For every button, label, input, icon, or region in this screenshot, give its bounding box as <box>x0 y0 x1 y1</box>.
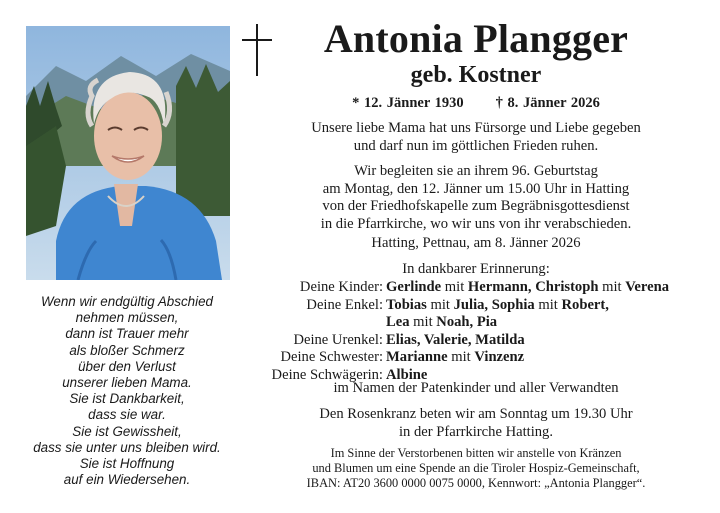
place-date <box>262 235 690 253</box>
family-names <box>386 332 525 350</box>
family-connector: mit <box>409 314 437 331</box>
maiden-name: geb. Kostner <box>410 62 542 88</box>
family-member-name: Noah, Pia <box>436 314 498 331</box>
donation-line: Im Sinne der Verstorbenen bitten wir anstelle von Kränzen <box>330 446 622 460</box>
family-role: Deine Kinder: <box>299 279 383 295</box>
donation-text <box>262 446 690 491</box>
death-date: † 8. Jänner 2026 <box>495 95 600 111</box>
family-names <box>386 314 497 332</box>
life-dates <box>276 94 676 112</box>
family-member-name: Elias, Valerie, Matilda <box>386 331 525 348</box>
family-names <box>386 349 524 367</box>
family-member-name: Robert, <box>561 296 609 313</box>
donation-line: und Blumen um eine Spende an die Tiroler Hospiz-Gemeinschaft, <box>312 461 640 475</box>
poem-line: Sie ist Dankbarkeit, <box>69 391 185 407</box>
poem-line: als bloßer Schmerz <box>69 342 185 358</box>
funeral-text <box>262 163 690 233</box>
funeral-line: Wir begleiten sie an ihrem 96. Geburtstag <box>354 163 598 179</box>
family-member-name: Tobias <box>386 296 427 313</box>
family-member-name: Vinzenz <box>474 349 525 366</box>
rosary-line: Den Rosenkranz beten wir am Sonntag um 19.30 Uhr <box>319 406 633 422</box>
family-connector: mit <box>598 279 626 295</box>
family-names <box>386 297 609 315</box>
poem-line: Wenn wir endgültig Abschied <box>41 294 213 309</box>
cross-icon <box>239 24 275 76</box>
poem-line: dass sie war. <box>88 407 166 423</box>
poem-line: nehmen müssen, <box>75 310 179 326</box>
family-member-name: Marianne <box>386 349 448 366</box>
rosary-line: in der Pfarrkirche Hatting. <box>399 423 553 440</box>
family-row-grandchildren <box>240 297 700 315</box>
portrait-illustration <box>26 26 230 280</box>
family-member-name: Julia, Sophia <box>453 296 535 313</box>
family-list <box>240 279 700 385</box>
poem-line: Sie ist Gewissheit, <box>72 423 182 439</box>
donation-line: IBAN: AT20 3600 0000 0075 0000, Kennwort: „Antonia Plangger“. <box>306 476 646 490</box>
family-member-name: Verena <box>625 279 669 295</box>
family-member-name: Hermann, Christoph <box>467 279 599 295</box>
family-role: Deine Enkel: <box>306 296 383 313</box>
intro-text <box>262 120 690 155</box>
remembrance-text: In dankbarer Erinnerung: <box>402 261 550 277</box>
poem-line: unserer lieben Mama. <box>62 375 192 391</box>
family-role: Deine Urenkel: <box>293 331 383 348</box>
poem-line: über den Verlust <box>78 358 176 374</box>
poem-line: auf ein Wiedersehen. <box>63 472 191 488</box>
funeral-line: am Montag, den 12. Jänner um 15.00 Uhr in Hatting <box>322 180 630 197</box>
family-connector: mit <box>426 296 454 313</box>
poem-line: dass sie unter uns bleiben wird. <box>33 439 221 455</box>
intro-line: Unsere liebe Mama hat uns Fürsorge und Liebe gegeben <box>311 120 641 136</box>
family-row-great-grandchildren <box>240 332 700 350</box>
family-member-name: Gerlinde <box>386 279 442 295</box>
family-names <box>386 279 669 297</box>
family-row-children <box>240 279 700 297</box>
funeral-line: von der Friedhofskapelle zum Begräbnisgottesdienst <box>322 198 630 215</box>
family-role: Deine Schwägerin: <box>271 366 383 383</box>
family-row-grandchildren-cont <box>240 314 700 332</box>
poem-line: dann ist Trauer mehr <box>65 326 189 342</box>
family-member-name: Albine <box>386 366 428 383</box>
family-row-sister <box>240 349 700 367</box>
on-behalf <box>262 380 690 398</box>
family-member-name: Lea <box>386 314 410 331</box>
deceased-name: Antonia Plangger <box>323 16 629 61</box>
family-connector: mit <box>447 349 475 366</box>
family-connector: mit <box>534 296 562 313</box>
portrait-photo <box>26 26 230 280</box>
on-behalf-text: im Namen der Patenkinder und aller Verwandten <box>333 380 619 396</box>
family-role: Deine Schwester: <box>280 349 383 366</box>
rosary-text <box>262 406 690 441</box>
remembrance-heading <box>262 261 690 279</box>
intro-line: und darf nun im göttlichen Frieden ruhen. <box>353 137 599 154</box>
birth-date: * 12. Jänner 1930 <box>352 95 464 111</box>
funeral-line: in die Pfarrkirche, wo wir uns von ihr verabschieden. <box>320 215 632 232</box>
place-date-text: Hatting, Pettnau, am 8. Jänner 2026 <box>371 235 581 251</box>
poem-line: Sie ist Hoffnung <box>79 456 175 472</box>
family-connector: mit <box>441 279 468 295</box>
poem <box>18 294 236 488</box>
